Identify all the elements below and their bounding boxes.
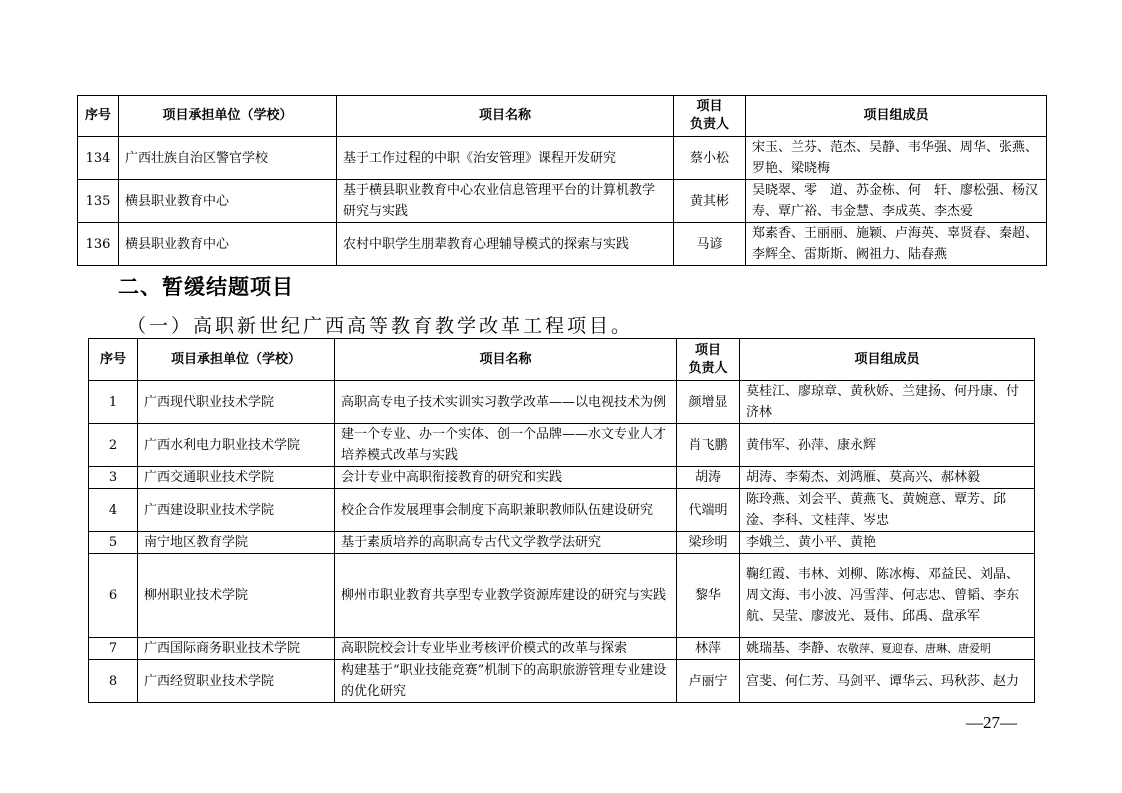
cell-unit: 广西现代职业技术学院 bbox=[138, 381, 335, 424]
header-members: 项目组成员 bbox=[746, 96, 1047, 137]
cell-name: 基于素质培养的高职高专古代文学教学法研究 bbox=[335, 532, 677, 554]
cell-unit: 横县职业教育中心 bbox=[119, 180, 337, 223]
cell-unit: 柳州职业技术学院 bbox=[138, 554, 335, 638]
table-row bbox=[89, 381, 1035, 424]
table-header-row bbox=[78, 96, 1047, 137]
cell-no: 7 bbox=[89, 638, 138, 660]
cell-name: 农村中职学生朋辈教育心理辅导模式的探索与实践 bbox=[337, 223, 674, 266]
cell-leader: 代端明 bbox=[677, 489, 740, 532]
table-row bbox=[89, 489, 1035, 532]
cell-leader: 马谚 bbox=[674, 223, 746, 266]
header-leader-line2: 负责人 bbox=[688, 360, 728, 376]
cell-unit: 广西建设职业技术学院 bbox=[138, 489, 335, 532]
header-leader-line2: 负责人 bbox=[689, 117, 729, 132]
cell-leader: 肖飞鹏 bbox=[677, 424, 740, 467]
cell-unit: 广西交通职业技术学院 bbox=[138, 467, 335, 489]
cell-no: 3 bbox=[89, 467, 138, 489]
cell-no: 8 bbox=[89, 660, 138, 703]
cell-no: 5 bbox=[89, 532, 138, 554]
header-name: 项目名称 bbox=[335, 339, 677, 381]
cell-no: 1 bbox=[89, 381, 138, 424]
table-row bbox=[89, 660, 1035, 703]
cell-members: 莫桂江、廖琼章、黄秋娇、兰建扬、何丹康、付济林 bbox=[740, 381, 1035, 424]
cell-members: 宋玉、兰芬、范杰、吴静、韦华强、周华、张燕、罗艳、梁晓梅 bbox=[746, 137, 1047, 180]
header-unit: 项目承担单位（学校） bbox=[138, 339, 335, 381]
cell-leader: 黎华 bbox=[677, 554, 740, 638]
cell-members: 胡涛、李菊杰、刘鸿雁、莫高兴、郝林毅 bbox=[740, 467, 1035, 489]
header-members: 项目组成员 bbox=[740, 339, 1035, 381]
table-row bbox=[78, 137, 1047, 180]
cell-no: 134 bbox=[78, 137, 119, 180]
project-table-2 bbox=[88, 338, 1035, 703]
members-main: 姚瑞基、李静、 bbox=[746, 641, 838, 656]
header-leader bbox=[674, 96, 746, 137]
cell-members: 鞠红霞、韦林、刘柳、陈冰梅、邓益民、刘晶、周文海、韦小波、冯雪萍、何志忠、曾韬、李东航、吴莹、廖波光、聂伟、邱禹、盘承军 bbox=[740, 554, 1035, 638]
cell-members: 陈玲燕、刘会平、黄燕飞、黄婉意、覃芳、邱淦、李科、文桂萍、岑忠 bbox=[740, 489, 1035, 532]
table-row bbox=[89, 554, 1035, 638]
cell-leader: 林萍 bbox=[677, 638, 740, 660]
cell-name: 会计专业中高职衔接教育的研究和实践 bbox=[335, 467, 677, 489]
cell-name: 校企合作发展理事会制度下高职兼职教师队伍建设研究 bbox=[335, 489, 677, 532]
header-name: 项目名称 bbox=[337, 96, 674, 137]
cell-no: 2 bbox=[89, 424, 138, 467]
section-title: 二、暂缓结题项目 bbox=[118, 275, 294, 299]
cell-unit: 广西水利电力职业技术学院 bbox=[138, 424, 335, 467]
cell-no: 4 bbox=[89, 489, 138, 532]
cell-name: 高职院校会计专业毕业考核评价模式的改革与探索 bbox=[335, 638, 677, 660]
header-leader-line1: 项目 bbox=[696, 99, 723, 114]
cell-unit: 广西壮族自治区警官学校 bbox=[119, 137, 337, 180]
cell-unit: 南宁地区教育学院 bbox=[138, 532, 335, 554]
cell-name: 构建基于“职业技能竞赛”机制下的高职旅游管理专业建设的优化研究 bbox=[335, 660, 677, 703]
cell-name: 高职高专电子技术实训实习教学改革——以电视技术为例 bbox=[335, 381, 677, 424]
header-no: 序号 bbox=[78, 96, 119, 137]
cell-name: 建一个专业、办一个实体、创一个品牌——水文专业人才培养模式改革与实践 bbox=[335, 424, 677, 467]
cell-members: 宫斐、何仁芳、马剑平、谭华云、玛秋莎、赵力 bbox=[740, 660, 1035, 703]
cell-unit: 横县职业教育中心 bbox=[119, 223, 337, 266]
cell-members: 吴晓翠、零 道、苏金栋、何 轩、廖松强、杨汉寿、覃广裕、韦金慧、李成英、李杰爱 bbox=[746, 180, 1047, 223]
header-unit: 项目承担单位（学校） bbox=[119, 96, 337, 137]
cell-leader: 黄其彬 bbox=[674, 180, 746, 223]
cell-no: 135 bbox=[78, 180, 119, 223]
cell-name: 柳州市职业教育共享型专业教学资源库建设的研究与实践 bbox=[335, 554, 677, 638]
cell-name: 基于横县职业教育中心农业信息管理平台的计算机教学研究与实践 bbox=[337, 180, 674, 223]
project-table-1 bbox=[77, 95, 1047, 266]
table-row bbox=[89, 532, 1035, 554]
header-no: 序号 bbox=[89, 339, 138, 381]
cell-members: 李娥兰、黄小平、黄艳 bbox=[740, 532, 1035, 554]
table-row bbox=[89, 638, 1035, 660]
table-header-row bbox=[89, 339, 1035, 381]
members-small: 农敬萍、夏迎春、唐琳、唐爱明 bbox=[837, 642, 992, 655]
table-row bbox=[78, 180, 1047, 223]
header-leader bbox=[677, 339, 740, 381]
table-row bbox=[89, 424, 1035, 467]
table-row bbox=[89, 467, 1035, 489]
cell-no: 6 bbox=[89, 554, 138, 638]
cell-members: 黄伟军、孙萍、康永辉 bbox=[740, 424, 1035, 467]
header-leader-line1: 项目 bbox=[694, 342, 721, 358]
cell-leader: 颜增显 bbox=[677, 381, 740, 424]
cell-members bbox=[740, 638, 1035, 660]
cell-members: 郑素香、王丽丽、施颖、卢海英、辜贤春、秦超、李辉全、雷斯斯、阙祖力、陆春燕 bbox=[746, 223, 1047, 266]
cell-leader: 卢丽宁 bbox=[677, 660, 740, 703]
subsection-title: （一）高职新世纪广西高等教育教学改革工程项目。 bbox=[127, 315, 634, 337]
cell-unit: 广西经贸职业技术学院 bbox=[138, 660, 335, 703]
table-row bbox=[78, 223, 1047, 266]
cell-name: 基于工作过程的中职《治安管理》课程开发研究 bbox=[337, 137, 674, 180]
page-number: —27— bbox=[966, 713, 1017, 732]
cell-no: 136 bbox=[78, 223, 119, 266]
cell-leader: 蔡小松 bbox=[674, 137, 746, 180]
cell-unit: 广西国际商务职业技术学院 bbox=[138, 638, 335, 660]
cell-leader: 梁珍明 bbox=[677, 532, 740, 554]
cell-leader: 胡涛 bbox=[677, 467, 740, 489]
